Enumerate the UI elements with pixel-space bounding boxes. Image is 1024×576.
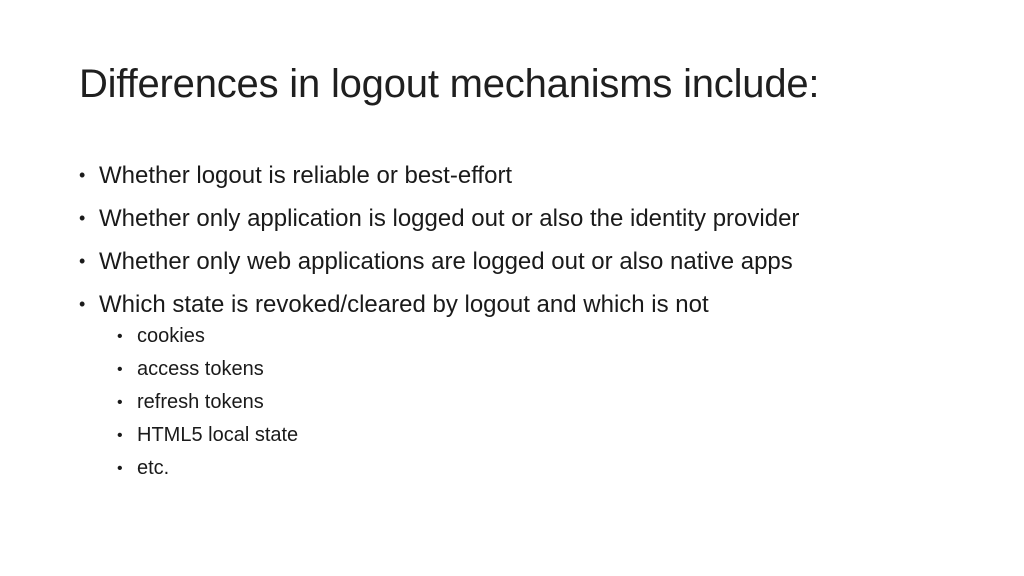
bullet-dot-icon: • (117, 427, 123, 444)
bullet-dot-icon: • (117, 328, 123, 345)
sub-bullet-item (117, 419, 979, 452)
bullet-dot-icon: • (117, 460, 123, 477)
slide-title: Differences in logout mechanisms include: (79, 62, 820, 106)
sub-bullet-text: access tokens (137, 358, 264, 380)
sub-bullet-text: etc. (137, 457, 170, 479)
bullet-item (79, 283, 979, 485)
bullet-dot-icon: • (117, 361, 123, 378)
sub-bullet-text: cookies (137, 325, 205, 347)
bullet-text: Whether only web applications are logged out or also native apps (99, 248, 793, 275)
bullet-dot-icon: • (79, 208, 86, 228)
bullet-dot-icon: • (79, 251, 86, 271)
bullet-dot-icon: • (79, 165, 86, 185)
bullet-item (79, 154, 979, 197)
sub-bullet-text: refresh tokens (137, 391, 264, 413)
sub-bullet-item (117, 386, 979, 419)
bullet-list (79, 154, 979, 485)
bullet-item (79, 240, 979, 283)
slide-content (79, 154, 979, 485)
sub-bullet-item (117, 320, 979, 353)
sub-bullet-item (117, 452, 979, 485)
bullet-text: Whether logout is reliable or best-effort (99, 162, 513, 189)
bullet-dot-icon: • (117, 394, 123, 411)
sub-bullet-item (117, 353, 979, 386)
bullet-item (79, 197, 979, 240)
bullet-dot-icon: • (79, 294, 86, 314)
bullet-text: Whether only application is logged out or also the identity provider (99, 205, 800, 232)
sub-bullet-list (117, 320, 979, 485)
sub-bullet-text: HTML5 local state (137, 424, 299, 446)
bullet-text: Which state is revoked/cleared by logout and which is not (99, 291, 709, 318)
